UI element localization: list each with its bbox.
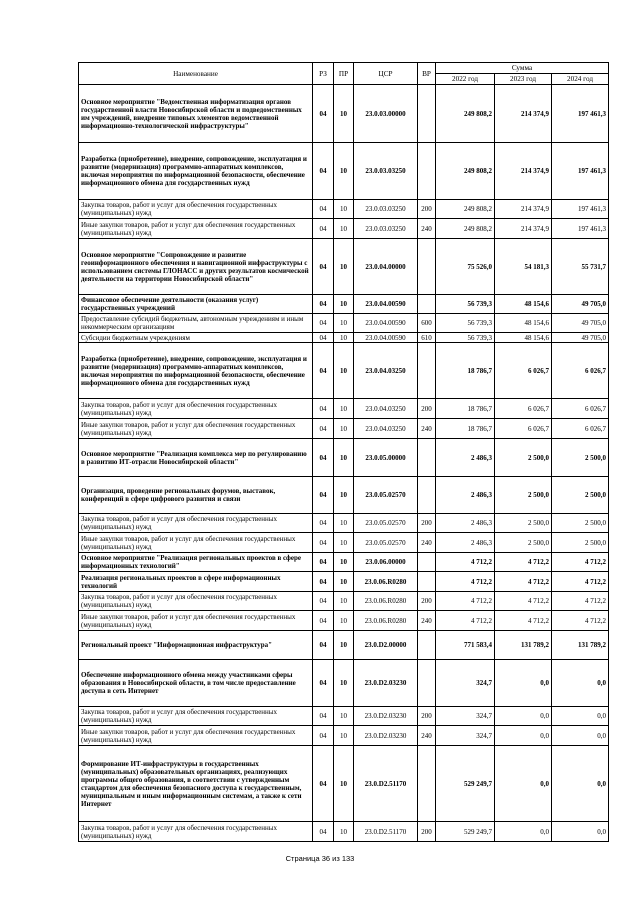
table-row [79,200,609,219]
row-2022: 18 786,7 [436,399,495,419]
page-number: Страница 36 из 133 [285,854,355,863]
table-row [79,143,609,200]
row-name: Разработка (приобретение), внедрение, сопровождение, эксплуатация и развитие (модернизация) программно-аппаратных комплексов, включая мероприятия по информационной безопасности, обеспечение информационного обмена для государственных нужд [79,143,313,200]
row-csr: 23.0.D2.03230 [354,726,418,746]
row-csr: 23.0.04.00590 [354,314,418,333]
row-2023: 2 500,0 [495,439,552,477]
row-pr: 10 [334,333,354,343]
row-2022: 75 526,0 [436,239,495,295]
row-rz: 04 [313,333,334,343]
row-2024: 4 712,2 [552,553,609,572]
row-2024: 49 705,0 [552,333,609,343]
row-2023: 0,0 [495,746,552,822]
col-2022-header: 2022 год [436,74,495,85]
row-name: Иные закупки товаров, работ и услуг для обеспечения государственных (муниципальных) нужд [79,726,313,746]
row-2024: 197 461,3 [552,219,609,239]
row-csr: 23.0.05.02570 [354,533,418,553]
table-row [79,314,609,333]
row-vr: 200 [418,822,436,842]
row-csr: 23.0.06.R0280 [354,592,418,611]
row-vr [418,553,436,572]
row-pr: 10 [334,726,354,746]
row-rz: 04 [313,419,334,439]
row-2023: 48 154,6 [495,333,552,343]
row-2024: 2 500,0 [552,514,609,533]
row-pr: 10 [334,200,354,219]
row-csr: 23.0.D2.03230 [354,660,418,707]
row-2024: 4 712,2 [552,611,609,631]
row-2023: 214 374,9 [495,219,552,239]
col-name-header: Наименование [79,63,313,85]
row-name: Основное мероприятие "Реализация комплекса мер по регулированию в развитию ИТ-отрасли Новосибирской области" [79,439,313,477]
row-name: Закупка товаров, работ и услуг для обеспечения государственных (муниципальных) нужд [79,707,313,726]
row-2023: 131 789,2 [495,631,552,660]
table-row [79,746,609,822]
row-pr: 10 [334,660,354,707]
table-row [79,572,609,592]
row-name: Основное мероприятие "Реализация региональных проектов в сфере информационных технологий" [79,553,313,572]
row-2023: 0,0 [495,726,552,746]
row-vr: 600 [418,314,436,333]
row-rz: 04 [313,553,334,572]
row-2024: 0,0 [552,746,609,822]
table-row [79,219,609,239]
row-name: Закупка товаров, работ и услуг для обеспечения государственных (муниципальных) нужд [79,592,313,611]
row-pr: 10 [334,592,354,611]
row-2022: 249 808,2 [436,143,495,200]
row-pr: 10 [334,439,354,477]
row-name: Закупка товаров, работ и услуг для обеспечения государственных (муниципальных) нужд [79,822,313,842]
row-2024: 4 712,2 [552,572,609,592]
row-rz: 04 [313,343,334,399]
row-vr [418,143,436,200]
row-rz: 04 [313,726,334,746]
row-2024: 49 705,0 [552,295,609,314]
table-row [79,295,609,314]
row-name: Реализация региональных проектов в сфере информационных технологий [79,572,313,592]
row-pr: 10 [334,477,354,514]
row-rz: 04 [313,631,334,660]
row-csr: 23.0.04.00000 [354,239,418,295]
row-2024: 2 500,0 [552,477,609,514]
row-2022: 2 486,3 [436,514,495,533]
table-row [79,533,609,553]
row-csr: 23.0.D2.03230 [354,707,418,726]
col-sum-header: Сумма [436,63,609,74]
row-pr: 10 [334,514,354,533]
row-name: Предоставление субсидий бюджетным, автономным учреждениям и иным некоммерческим организациям [79,314,313,333]
row-vr: 240 [418,219,436,239]
row-pr: 10 [334,399,354,419]
row-2023: 0,0 [495,660,552,707]
row-vr [418,631,436,660]
col-2023-header: 2023 год [495,74,552,85]
row-2023: 0,0 [495,707,552,726]
row-rz: 04 [313,533,334,553]
row-csr: 23.0.04.03250 [354,399,418,419]
row-2023: 6 026,7 [495,419,552,439]
table-row [79,419,609,439]
row-2022: 2 486,3 [436,533,495,553]
row-2024: 55 731,7 [552,239,609,295]
row-2022: 4 712,2 [436,553,495,572]
row-csr: 23.0.04.00590 [354,333,418,343]
row-csr: 23.0.03.03250 [354,219,418,239]
row-pr: 10 [334,611,354,631]
header-row [79,63,609,74]
row-name: Разработка (приобретение), внедрение, сопровождение, эксплуатация и развитие (модернизация) программно-аппаратных комплексов, включая мероприятия по информационной безопасности, обеспечение информационного обмена для государственных нужд [79,343,313,399]
row-name: Обеспечение информационного обмена между участниками сферы образования в Новосибирской области, в том числе предоставление доступа в сеть Интернет [79,660,313,707]
table-row [79,239,609,295]
row-vr: 240 [418,419,436,439]
row-rz: 04 [313,514,334,533]
row-vr [418,746,436,822]
row-csr: 23.0.05.02570 [354,514,418,533]
row-rz: 04 [313,239,334,295]
row-vr [418,660,436,707]
row-2022: 324,7 [436,726,495,746]
col-rz-header: РЗ [313,63,334,85]
row-name: Финансовое обеспечение деятельности (оказания услуг) государственных учреждений [79,295,313,314]
row-rz: 04 [313,200,334,219]
row-2023: 4 712,2 [495,572,552,592]
row-csr: 23.0.05.02570 [354,477,418,514]
row-vr: 240 [418,611,436,631]
row-name: Закупка товаров, работ и услуг для обеспечения государственных (муниципальных) нужд [79,514,313,533]
row-vr: 610 [418,333,436,343]
row-2022: 4 712,2 [436,592,495,611]
row-name: Основное мероприятие "Сопровождение и развитие геоинформационного обеспечения и навигационной инфраструктуры с использованием системы ГЛОНАСС и других результатов космической деятельности на территории Новосибирской области" [79,239,313,295]
row-2024: 0,0 [552,822,609,842]
row-2024: 2 500,0 [552,439,609,477]
table-row [79,343,609,399]
row-csr: 23.0.03.03250 [354,200,418,219]
row-2023: 54 181,3 [495,239,552,295]
row-2024: 4 712,2 [552,592,609,611]
row-2024: 197 461,3 [552,200,609,219]
row-2024: 49 705,0 [552,314,609,333]
row-vr: 240 [418,533,436,553]
row-name: Организация, проведение региональных форумов, выставок, конференций в сфере цифрового развития и связи [79,477,313,514]
row-2022: 324,7 [436,707,495,726]
row-rz: 04 [313,707,334,726]
row-rz: 04 [313,822,334,842]
row-2022: 529 249,7 [436,746,495,822]
table-row [79,477,609,514]
budget-table [78,62,609,842]
row-name: Формирование ИТ-инфраструктуры в государственных (муниципальных) образовательных организациях, реализующих программы общего образования, в соответствии с утвержденным стандартом для обеспечения безопасного доступа к государственным, муниципальным и иным информационным системам, а также к сети Интернет [79,746,313,822]
row-pr: 10 [334,239,354,295]
row-vr: 200 [418,592,436,611]
row-pr: 10 [334,419,354,439]
row-2023: 0,0 [495,822,552,842]
row-2022: 249 808,2 [436,85,495,143]
table-row [79,439,609,477]
row-rz: 04 [313,143,334,200]
row-2023: 214 374,9 [495,143,552,200]
table-row [79,822,609,842]
row-vr [418,439,436,477]
row-csr: 23.0.04.00590 [354,295,418,314]
table-row [79,631,609,660]
row-vr [418,239,436,295]
row-2024: 131 789,2 [552,631,609,660]
row-rz: 04 [313,572,334,592]
row-name: Закупка товаров, работ и услуг для обеспечения государственных (муниципальных) нужд [79,200,313,219]
row-2023: 4 712,2 [495,611,552,631]
row-2022: 529 249,7 [436,822,495,842]
row-2023: 2 500,0 [495,533,552,553]
row-name: Иные закупки товаров, работ и услуг для обеспечения государственных (муниципальных) нужд [79,419,313,439]
row-pr: 10 [334,631,354,660]
row-name: Субсидии бюджетным учреждениям [79,333,313,343]
row-csr: 23.0.D2.51170 [354,822,418,842]
row-2023: 6 026,7 [495,343,552,399]
row-name: Иные закупки товаров, работ и услуг для обеспечения государственных (муниципальных) нужд [79,219,313,239]
row-vr: 240 [418,726,436,746]
row-pr: 10 [334,533,354,553]
col-pr-header: ПР [334,63,354,85]
row-rz: 04 [313,439,334,477]
row-2022: 324,7 [436,660,495,707]
row-2024: 6 026,7 [552,399,609,419]
row-vr [418,572,436,592]
row-rz: 04 [313,219,334,239]
col-vr-header: ВР [418,63,436,85]
row-2022: 249 808,2 [436,200,495,219]
row-2022: 56 739,3 [436,333,495,343]
row-2024: 0,0 [552,707,609,726]
row-2022: 56 739,3 [436,314,495,333]
table-row [79,85,609,143]
row-csr: 23.0.05.00000 [354,439,418,477]
row-csr: 23.0.06.R0280 [354,572,418,592]
table-row [79,726,609,746]
row-vr: 200 [418,399,436,419]
row-rz: 04 [313,592,334,611]
row-name: Закупка товаров, работ и услуг для обеспечения государственных (муниципальных) нужд [79,399,313,419]
row-pr: 10 [334,219,354,239]
row-pr: 10 [334,314,354,333]
row-vr: 200 [418,514,436,533]
row-2023: 48 154,6 [495,295,552,314]
table-row [79,333,609,343]
row-2022: 4 712,2 [436,611,495,631]
row-vr [418,477,436,514]
row-rz: 04 [313,660,334,707]
row-pr: 10 [334,707,354,726]
row-pr: 10 [334,143,354,200]
row-pr: 10 [334,572,354,592]
row-2022: 18 786,7 [436,343,495,399]
row-csr: 23.0.03.00000 [354,85,418,143]
row-2024: 0,0 [552,726,609,746]
row-rz: 04 [313,611,334,631]
col-csr-header: ЦСР [354,63,418,85]
row-pr: 10 [334,85,354,143]
row-2024: 2 500,0 [552,533,609,553]
row-2024: 197 461,3 [552,85,609,143]
row-pr: 10 [334,295,354,314]
row-2022: 56 739,3 [436,295,495,314]
row-csr: 23.0.04.03250 [354,343,418,399]
row-2024: 197 461,3 [552,143,609,200]
row-2023: 4 712,2 [495,592,552,611]
row-pr: 10 [334,553,354,572]
row-csr: 23.0.06.00000 [354,553,418,572]
row-name: Иные закупки товаров, работ и услуг для обеспечения государственных (муниципальных) нужд [79,611,313,631]
table-row [79,553,609,572]
row-2023: 2 500,0 [495,477,552,514]
row-rz: 04 [313,314,334,333]
row-pr: 10 [334,746,354,822]
row-csr: 23.0.06.R0280 [354,611,418,631]
row-2023: 6 026,7 [495,399,552,419]
table-row [79,592,609,611]
row-name: Основное мероприятие "Ведомственная информатизация органов государственной власти Новосибирской области и подведомственных им учреждений, внедрение типовых элементов ведомственной информационно-технологической инфраструктуры" [79,85,313,143]
row-2022: 18 786,7 [436,419,495,439]
row-name: Иные закупки товаров, работ и услуг для обеспечения государственных (муниципальных) нужд [79,533,313,553]
row-csr: 23.0.D2.51170 [354,746,418,822]
row-vr [418,295,436,314]
table-row [79,707,609,726]
row-csr: 23.0.D2.00000 [354,631,418,660]
row-2023: 4 712,2 [495,553,552,572]
row-pr: 10 [334,343,354,399]
row-vr [418,343,436,399]
row-rz: 04 [313,477,334,514]
row-2023: 214 374,9 [495,85,552,143]
row-vr: 200 [418,200,436,219]
row-vr: 200 [418,707,436,726]
row-pr: 10 [334,822,354,842]
row-2024: 0,0 [552,660,609,707]
row-2022: 2 486,3 [436,439,495,477]
table-row [79,399,609,419]
table-row [79,514,609,533]
row-2023: 48 154,6 [495,314,552,333]
table-body [79,85,609,842]
table-row [79,660,609,707]
row-2024: 6 026,7 [552,419,609,439]
row-2022: 771 583,4 [436,631,495,660]
row-name: Региональный проект "Информационная инфраструктура" [79,631,313,660]
row-2023: 2 500,0 [495,514,552,533]
row-rz: 04 [313,746,334,822]
row-2024: 6 026,7 [552,343,609,399]
table-row [79,611,609,631]
row-csr: 23.0.04.03250 [354,419,418,439]
row-vr [418,85,436,143]
row-rz: 04 [313,85,334,143]
row-2023: 214 374,9 [495,200,552,219]
row-rz: 04 [313,295,334,314]
row-2022: 2 486,3 [436,477,495,514]
row-rz: 04 [313,399,334,419]
row-2022: 249 808,2 [436,219,495,239]
col-2024-header: 2024 год [552,74,609,85]
row-csr: 23.0.03.03250 [354,143,418,200]
row-2022: 4 712,2 [436,572,495,592]
